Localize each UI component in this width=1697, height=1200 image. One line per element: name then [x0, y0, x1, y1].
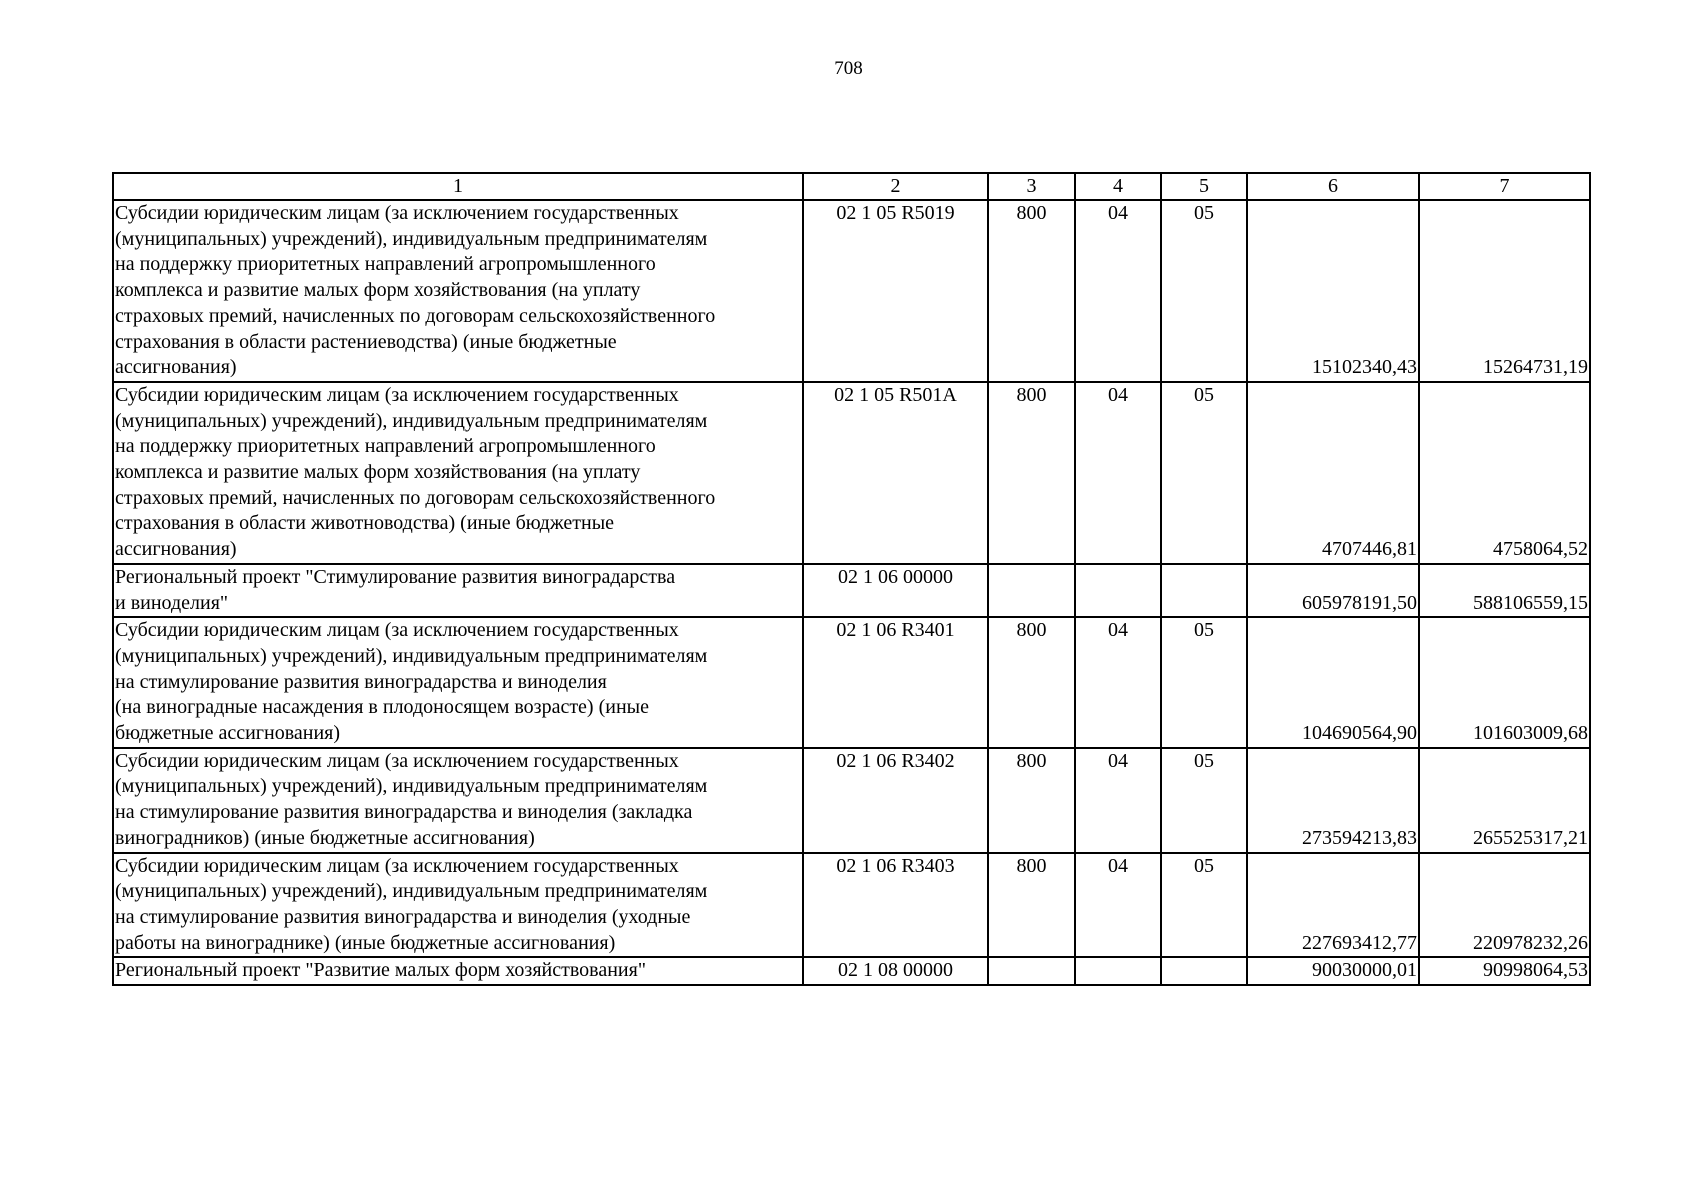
row-sum-1-cell: 90030000,01 [1247, 957, 1419, 985]
header-cell: 5 [1161, 173, 1247, 200]
row-sum-1-cell: 104690564,90 [1247, 617, 1419, 748]
header-cell: 2 [803, 173, 988, 200]
header-cell: 1 [113, 173, 803, 200]
row-rz-cell: 04 [1075, 382, 1161, 564]
table-row [113, 200, 1590, 382]
row-rz-cell [1075, 564, 1161, 617]
row-name-cell: Субсидии юридическим лицам (за исключением государственных (муниципальных) учреждений), индивидуальным предпринимателям на стимулирование развития виноградарства и виноделия (на виноградные насаждения в плодоносящем возрасте) (иные бюджетные ассигнования) [113, 617, 803, 748]
row-vr-cell: 800 [988, 748, 1075, 853]
row-vr-cell: 800 [988, 200, 1075, 382]
row-name-cell: Региональный проект "Развитие малых форм хозяйствования" [113, 957, 803, 985]
row-sum-2-cell: 4758064,52 [1419, 382, 1590, 564]
row-sum-2-cell: 265525317,21 [1419, 748, 1590, 853]
row-rz-cell [1075, 957, 1161, 985]
row-pr-cell: 05 [1161, 617, 1247, 748]
table-row [113, 853, 1590, 958]
row-rz-cell: 04 [1075, 748, 1161, 853]
row-pr-cell: 05 [1161, 200, 1247, 382]
row-pr-cell: 05 [1161, 382, 1247, 564]
row-code-cell: 02 1 05 R501A [803, 382, 988, 564]
row-code-cell: 02 1 06 R3401 [803, 617, 988, 748]
row-code-cell: 02 1 06 R3403 [803, 853, 988, 958]
row-code-cell: 02 1 06 R3402 [803, 748, 988, 853]
row-vr-cell: 800 [988, 617, 1075, 748]
row-sum-2-cell: 588106559,15 [1419, 564, 1590, 617]
row-name-cell: Региональный проект "Стимулирование развития виноградарства и виноделия" [113, 564, 803, 617]
table-row [113, 748, 1590, 853]
row-name-cell: Субсидии юридическим лицам (за исключением государственных (муниципальных) учреждений), индивидуальным предпринимателям на стимулирование развития виноградарства и виноделия (закладка виноградников) (иные бюджетные ассигнования) [113, 748, 803, 853]
row-sum-1-cell: 227693412,77 [1247, 853, 1419, 958]
table-row [113, 564, 1590, 617]
table-body [113, 173, 1590, 985]
table-row [113, 957, 1590, 985]
row-rz-cell: 04 [1075, 617, 1161, 748]
row-code-cell: 02 1 08 00000 [803, 957, 988, 985]
table-row [113, 382, 1590, 564]
row-code-cell: 02 1 06 00000 [803, 564, 988, 617]
table-header-row [113, 173, 1590, 200]
row-rz-cell: 04 [1075, 853, 1161, 958]
row-name-cell: Субсидии юридическим лицам (за исключением государственных (муниципальных) учреждений), индивидуальным предпринимателям на стимулирование развития виноградарства и виноделия (уходные работы на винограднике) (иные бюджетные ассигнования) [113, 853, 803, 958]
row-pr-cell: 05 [1161, 853, 1247, 958]
header-cell: 6 [1247, 173, 1419, 200]
row-rz-cell: 04 [1075, 200, 1161, 382]
row-pr-cell: 05 [1161, 748, 1247, 853]
header-cell: 3 [988, 173, 1075, 200]
row-sum-1-cell: 4707446,81 [1247, 382, 1419, 564]
row-vr-cell [988, 957, 1075, 985]
row-pr-cell [1161, 564, 1247, 617]
row-vr-cell: 800 [988, 382, 1075, 564]
budget-table [112, 172, 1591, 986]
row-sum-2-cell: 101603009,68 [1419, 617, 1590, 748]
row-sum-1-cell: 273594213,83 [1247, 748, 1419, 853]
row-code-cell: 02 1 05 R5019 [803, 200, 988, 382]
row-name-cell: Субсидии юридическим лицам (за исключением государственных (муниципальных) учреждений), индивидуальным предпринимателям на поддержку приоритетных направлений агропромышленного комплекса и развитие малых форм хозяйствования (на уплату страховых премий, начисленных по договорам сельскохозяйственного страхования в области растениеводства) (иные бюджетные ассигнования) [113, 200, 803, 382]
row-sum-1-cell: 15102340,43 [1247, 200, 1419, 382]
row-sum-2-cell: 90998064,53 [1419, 957, 1590, 985]
row-name-cell: Субсидии юридическим лицам (за исключением государственных (муниципальных) учреждений), индивидуальным предпринимателям на поддержку приоритетных направлений агропромышленного комплекса и развитие малых форм хозяйствования (на уплату страховых премий, начисленных по договорам сельскохозяйственного страхования в области животноводства) (иные бюджетные ассигнования) [113, 382, 803, 564]
row-vr-cell: 800 [988, 853, 1075, 958]
header-cell: 4 [1075, 173, 1161, 200]
row-sum-1-cell: 605978191,50 [1247, 564, 1419, 617]
table-row [113, 617, 1590, 748]
row-pr-cell [1161, 957, 1247, 985]
row-sum-2-cell: 220978232,26 [1419, 853, 1590, 958]
header-cell: 7 [1419, 173, 1590, 200]
row-sum-2-cell: 15264731,19 [1419, 200, 1590, 382]
page-number: 708 [834, 58, 863, 79]
row-vr-cell [988, 564, 1075, 617]
